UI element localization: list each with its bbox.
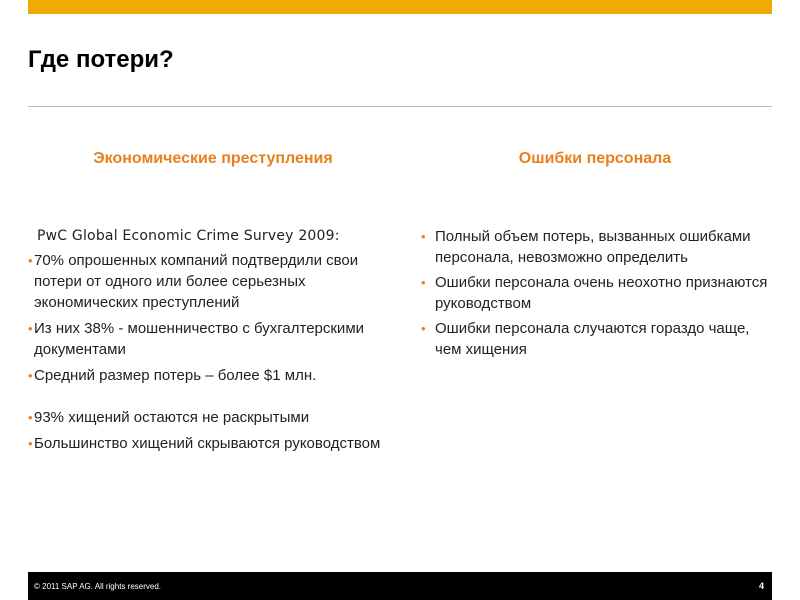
list-item-text: Ошибки персонала случаются гораздо чаще, чем хищения	[435, 320, 750, 358]
list-item-text: 70% опрошенных компаний подтвердили свои потери от одного или более серьезных экономических преступлений	[34, 252, 359, 311]
staff-errors-list	[418, 226, 772, 360]
copyright-text: © 2011 SAP AG. All rights reserved.	[34, 582, 161, 591]
bullet-icon: •	[421, 275, 426, 290]
staff-errors-column	[418, 226, 772, 364]
staff-errors-heading: Ошибки персонала	[518, 150, 672, 167]
economic-crimes-heading: Экономические преступления	[93, 150, 333, 167]
bullet-icon: •	[28, 321, 33, 336]
page-number: 4	[758, 581, 764, 591]
list-item-text: 93% хищений остаются не раскрытыми	[34, 409, 310, 426]
title-divider	[28, 106, 772, 107]
list-item	[28, 250, 400, 313]
top-accent-bar	[28, 0, 772, 14]
bullet-icon: •	[28, 410, 33, 425]
bullet-icon: •	[421, 321, 426, 336]
theft-list	[28, 407, 400, 454]
bullet-icon: •	[421, 229, 426, 244]
economic-crimes-list	[28, 250, 400, 386]
bullet-icon: •	[28, 253, 33, 268]
list-item	[28, 365, 400, 386]
slide-title: Где потери?	[28, 46, 174, 73]
list-item-text: Полный объем потерь, вызванных ошибками персонала, невозможно определить	[435, 228, 751, 266]
list-item	[28, 318, 400, 360]
list-item-text: Из них 38% - мошенничество с бухгалтерскими документами	[34, 320, 365, 358]
bullet-icon: •	[28, 436, 33, 451]
list-item	[418, 272, 772, 314]
list-item-text: Ошибки персонала очень неохотно признаются руководством	[435, 274, 768, 312]
list-item	[28, 407, 400, 428]
list-item-text: Большинство хищений скрываются руководством	[34, 435, 381, 452]
survey-title: PwC Global Economic Crime Survey 2009:	[37, 228, 340, 244]
footer-bar	[28, 572, 772, 600]
list-item-text: Средний размер потерь – более $1 млн.	[34, 367, 317, 384]
economic-crimes-column	[28, 226, 400, 459]
bullet-icon: •	[28, 368, 33, 383]
list-item	[418, 318, 772, 360]
list-item	[28, 433, 400, 454]
list-item	[418, 226, 772, 268]
